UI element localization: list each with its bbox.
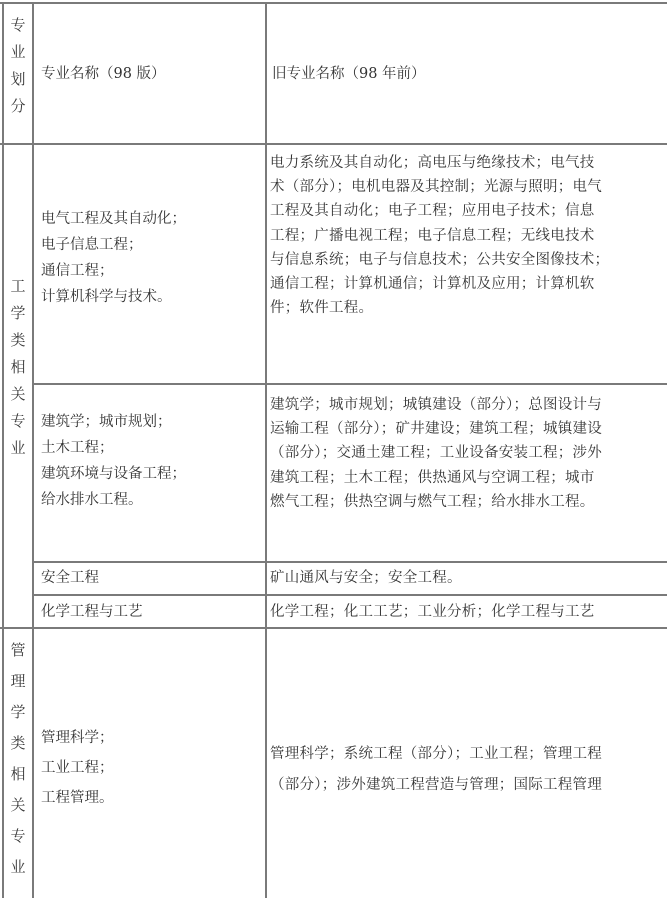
old-name-line: 化学工程；化工工艺；工业分析；化学工程与工艺 — [270, 604, 595, 620]
header-new-name: 专业名称（98 版） — [41, 66, 166, 82]
old-name-line: 矿山通风与安全；安全工程。 — [270, 570, 462, 586]
old-name-line: 件；软件工程。 — [270, 300, 374, 317]
new-names-electrical — [41, 206, 263, 310]
old-name-line: 工程及其自动化；电子工程；应用电子技术；信息 — [270, 203, 595, 220]
old-name-line: 与信息系统；电子与信息技术；公共安全图像技术； — [270, 251, 610, 268]
major-name: 化学工程与工艺 — [41, 604, 143, 620]
row-divider — [0, 143, 667, 145]
old-name-line: 工程；广播电视工程；电子信息工程；无线电技术 — [270, 227, 595, 244]
major-name: 工程管理。 — [41, 790, 114, 806]
major-name: 通信工程； — [41, 263, 114, 279]
row-divider — [32, 594, 667, 596]
old-name-line: 运输工程（部分）；矿井建设；建筑工程；城镇建设 — [270, 421, 602, 438]
old-name-line: （部分）；涉外建筑工程营造与管理；国际工程管理 — [270, 777, 602, 793]
new-names-chemical — [41, 599, 263, 625]
major-name: 电子信息工程； — [41, 237, 143, 253]
old-names-chemical — [270, 600, 666, 624]
row-divider — [32, 383, 667, 385]
category-engineering: 工 学 类 相 关 专 业 — [10, 277, 26, 457]
old-name-line: 电力系统及其自动化；高电压与绝缘技术；电气技 — [270, 155, 595, 171]
old-names-architecture — [270, 393, 666, 514]
new-names-architecture — [41, 409, 263, 513]
new-names-safety — [41, 565, 263, 591]
row-divider — [32, 561, 667, 563]
major-name: 给水排水工程。 — [41, 492, 143, 508]
old-names-electrical — [270, 151, 666, 320]
old-name-line: 建筑工程；土木工程；供热通风与空调工程；城市 — [270, 469, 595, 486]
header-category-label: 专 业 划 分 — [10, 16, 26, 115]
old-name-line: 建筑学；城市规划；城镇建设（部分）；总图设计与 — [270, 397, 602, 413]
major-name: 工业工程； — [41, 760, 114, 776]
category-management: 管 理 学 类 相 关 专 业 — [10, 641, 26, 876]
old-name-line: （部分）；交通土建工程；工业设备安装工程；涉外 — [270, 445, 602, 462]
column-divider — [32, 2, 34, 898]
old-names-safety — [270, 566, 666, 590]
major-name: 管理科学； — [41, 730, 114, 746]
old-name-line: 通信工程；计算机通信；计算机及应用；计算机软 — [270, 276, 595, 293]
row-divider — [0, 627, 667, 629]
column-divider — [265, 2, 267, 898]
table-border-top — [0, 2, 667, 4]
old-name-line: 术（部分）；电机电器及其控制；光源与照明；电气 — [270, 179, 602, 196]
major-name: 建筑环境与设备工程； — [41, 466, 186, 482]
major-name: 土木工程； — [41, 440, 114, 456]
old-name-line: 燃气工程；供热空调与燃气工程；给水排水工程。 — [270, 493, 595, 510]
table-border-left — [2, 2, 4, 898]
old-names-management — [270, 739, 666, 801]
old-name-line: 管理科学；系统工程（部分）；工业工程；管理工程 — [270, 746, 602, 762]
major-name: 计算机科学与技术。 — [41, 289, 172, 305]
major-name: 建筑学；城市规划； — [41, 414, 172, 430]
major-name: 电气工程及其自动化； — [41, 211, 186, 227]
new-names-management — [41, 723, 263, 813]
major-name: 安全工程 — [41, 570, 99, 586]
header-old-name: 旧专业名称（98 年前） — [272, 66, 426, 82]
